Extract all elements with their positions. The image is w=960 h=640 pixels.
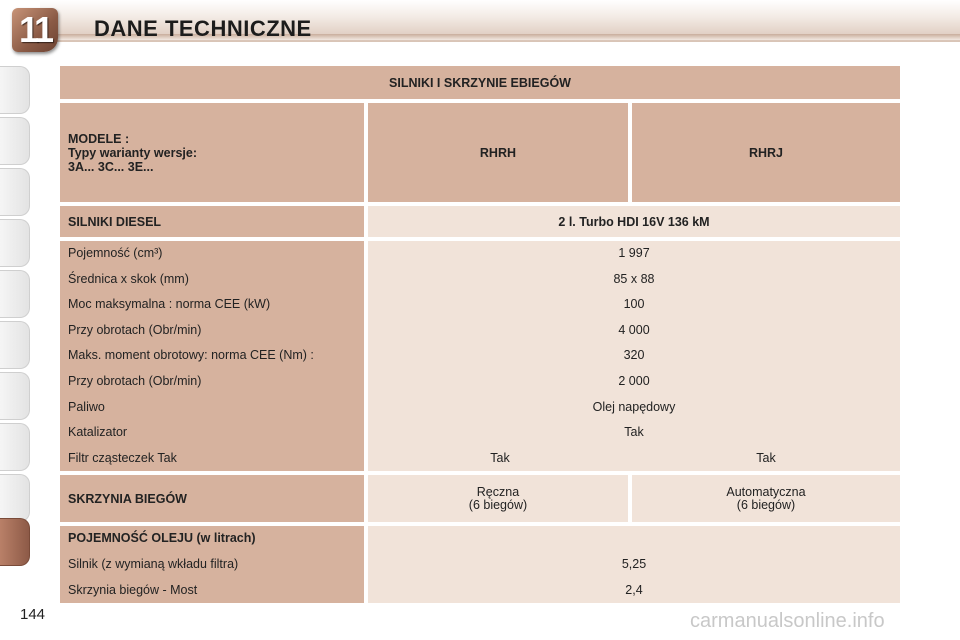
side-tab-6[interactable] (0, 321, 30, 369)
table-title: SILNIKI I SKRZYNIE EBIEGÓW (60, 66, 900, 99)
model-rhrh: RHRH (368, 103, 628, 202)
page-header (0, 0, 960, 54)
side-tab-1[interactable] (0, 66, 30, 114)
spec-value: 320 (623, 348, 645, 363)
page-number: 144 (20, 606, 46, 623)
gearbox-label: SKRZYNIA BIEGÓW (60, 475, 364, 522)
spec-value: 1 997 (618, 246, 650, 260)
filter-value-rhrh: Tak (490, 450, 510, 465)
side-tab-chapter-11[interactable] (0, 518, 30, 566)
spec-label: Maks. moment obrotowy: norma CEE (Nm) : (68, 348, 314, 363)
side-tab-7[interactable] (0, 372, 30, 420)
filter-value-rhrj: Tak (756, 450, 776, 465)
spec-value: 4 000 (618, 322, 650, 337)
model-rhrj: RHRJ (632, 103, 900, 202)
diesel-label: SILNIKI DIESEL (60, 206, 364, 237)
watermark: carmanualsonline.info (690, 610, 885, 632)
oil-value: 5,25 (621, 557, 647, 572)
gearbox-manual (368, 475, 628, 522)
gearbox-manual-line: Ręczna (476, 484, 520, 499)
side-tab-2[interactable] (0, 117, 30, 165)
filter-label: Filtr cząsteczek Tak (68, 450, 177, 465)
spec-label: Paliwo (68, 399, 105, 414)
spec-labels (60, 241, 364, 471)
side-tab-3[interactable] (0, 168, 30, 216)
spec-label: Średnica x skok (mm) (68, 271, 189, 286)
oil-values (368, 526, 900, 603)
spec-label: Przy obrotach (Obr/min) (68, 322, 202, 337)
spec-value: 2 000 (618, 373, 650, 388)
side-tab-5[interactable] (0, 270, 30, 318)
oil-section-label: POJEMNOŚĆ OLEJU (w litrach) (68, 531, 256, 546)
oil-label: Silnik (z wymianą wkładu filtra) (68, 557, 239, 572)
side-tab-9[interactable] (0, 474, 30, 522)
side-tabs (0, 66, 34, 576)
gearbox-automatic (632, 475, 900, 522)
models-label-line: 3A... 3C... 3E... (68, 159, 154, 174)
models-label (60, 103, 364, 202)
oil-label: Skrzynia biegów - Most (68, 582, 198, 597)
side-tab-8[interactable] (0, 423, 30, 471)
spec-label: Moc maksymalna : norma CEE (kW) (68, 297, 271, 312)
models-label-line: MODELE : (68, 131, 130, 146)
spec-table (56, 62, 904, 607)
oil-labels (60, 526, 364, 603)
spec-value: Olej napędowy (592, 399, 676, 414)
spec-values (368, 241, 900, 471)
chapter-badge: 11 (12, 8, 58, 52)
side-tab-4[interactable] (0, 219, 30, 267)
oil-value: 2,4 (625, 582, 643, 597)
spec-value: Tak (624, 425, 644, 440)
page-title: DANE TECHNICZNE (94, 16, 312, 41)
models-label-line: Typy warianty wersje: (68, 145, 197, 160)
gearbox-manual-line: (6 biegów) (468, 497, 528, 512)
spec-value: 100 (623, 297, 645, 312)
oil-spacer (368, 526, 900, 552)
spec-label: Przy obrotach (Obr/min) (68, 373, 202, 388)
filter-values (368, 446, 900, 472)
spec-label: Katalizator (68, 425, 128, 440)
gearbox-automatic-line: (6 biegów) (736, 497, 796, 512)
spec-value: 85 x 88 (613, 271, 655, 286)
spec-label: Pojemność (cm³) (68, 246, 163, 260)
gearbox-automatic-line: Automatyczna (726, 484, 806, 499)
engine-name: 2 l. Turbo HDI 16V 136 kM (368, 206, 900, 237)
